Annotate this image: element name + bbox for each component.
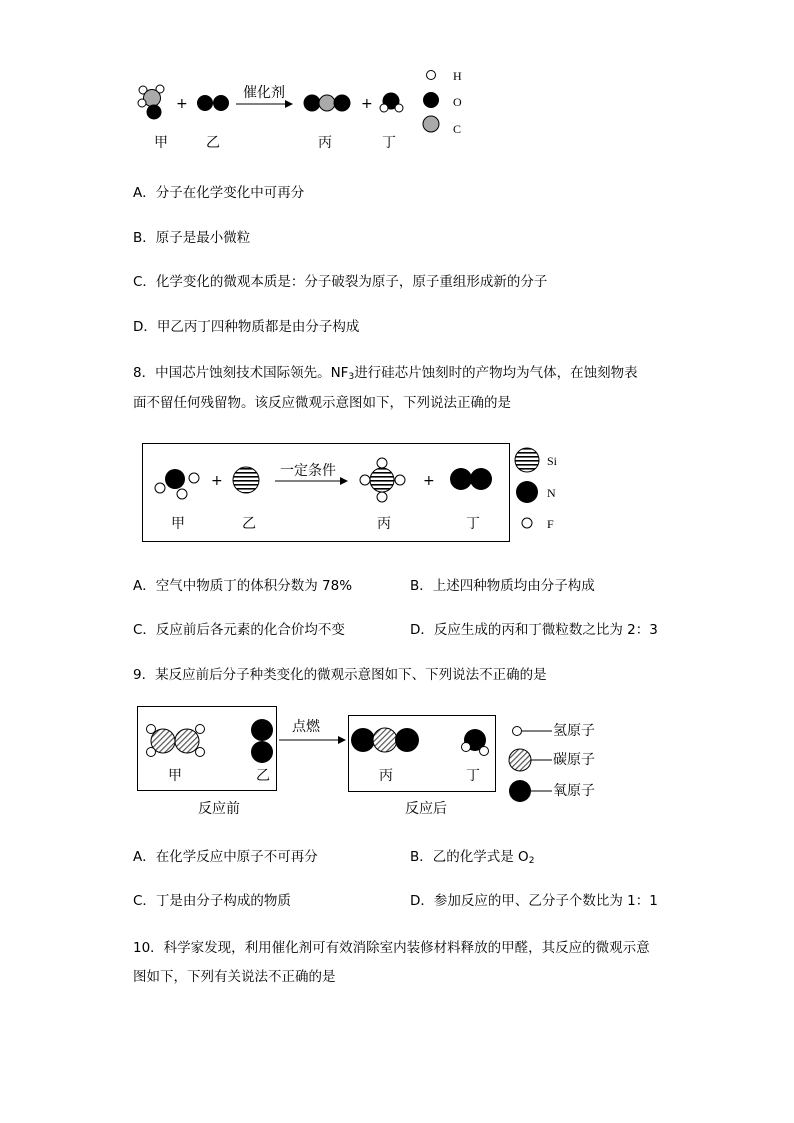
q8-legend-n: N (547, 486, 556, 500)
q9-option-a: A．在化学反应中原子不可再分 (133, 849, 318, 865)
q8-plus-1: + (211, 473, 223, 489)
q7-legend-o: O (453, 95, 462, 109)
q9-label-bing: 丙 (379, 768, 393, 784)
q7-option-b: B．原子是最小微粒 (133, 230, 251, 246)
q8-label-ding: 丁 (466, 516, 480, 532)
q8-stem-line1: 8．中国芯片蚀刻技术国际领先。$NF_3$进行硅芯片蚀刻时的产物均为气体，在蚀刻物表 (133, 365, 638, 382)
q10-stem-line2: 图如下，下列有关说法不正确的是 (133, 969, 336, 985)
q9-label-ding: 丁 (466, 768, 480, 784)
q9-stem: 9．某反应前后分子种类变化的微观示意图如下、下列说法不正确的是 (133, 667, 547, 683)
q7-catalyst-label: 催化剂 (243, 85, 285, 101)
q7-label-bing: 丙 (318, 135, 332, 151)
q8-stem-line2: 面不留任何残留物。该反应微观示意图如下，下列说法正确的是 (133, 395, 511, 411)
q9-label-jia: 甲 (168, 768, 182, 784)
q9-label-yi: 乙 (256, 768, 270, 784)
q9-before-label: 反应前 (198, 801, 240, 817)
q8-label-jia: 甲 (171, 516, 185, 532)
q8-legend-f: F (547, 517, 554, 531)
q7-option-c: C．化学变化的微观本质是：分子破裂为原子，原子重组形成新的分子 (133, 274, 548, 290)
q7-legend-h: H (453, 69, 462, 83)
q7-option-d: D．甲乙丙丁四种物质都是由分子构成 (133, 319, 360, 335)
q9-legend (509, 727, 552, 803)
q8-option-a: A．空气中物质丁的体积分数为 78% (133, 578, 353, 594)
q8-option-c: C．反应前后各元素的化合价均不变 (133, 622, 345, 638)
q9-after-label: 反应后 (405, 801, 447, 817)
q9-option-c: C．丁是由分子构成的物质 (133, 893, 291, 909)
q9-legend-oxygen: 氧原子 (553, 783, 595, 799)
q9-ding-molecule (462, 729, 489, 756)
q8-option-b: B．上述四种物质均由分子构成 (410, 578, 595, 594)
q7-plus-2: + (361, 96, 373, 112)
q8-condition-label: 一定条件 (280, 463, 336, 479)
q7-label-ding: 丁 (382, 135, 396, 151)
q7-label-yi: 乙 (206, 135, 220, 151)
q9-legend-carbon: 碳原子 (553, 752, 595, 768)
q7-option-a: A．分子在化学变化中可再分 (133, 185, 305, 201)
q9-yi-molecule (251, 719, 273, 763)
q7-label-jia: 甲 (154, 135, 168, 151)
q9-legend-hydrogen: 氢原子 (553, 723, 595, 739)
q8-label-bing: 丙 (377, 516, 391, 532)
q8-option-d: D．反应生成的丙和丁微粒数之比为 2：3 (410, 622, 658, 638)
q8-label-yi: 乙 (242, 516, 256, 532)
q9-bing-molecule (351, 728, 419, 752)
q9-jia-molecule (147, 725, 205, 757)
q9-condition-label: 点燃 (292, 719, 320, 735)
q9-option-d: D．参加反应的甲、乙分子个数比为 1：1 (410, 893, 658, 909)
q8-plus-2: + (423, 473, 435, 489)
q8-legend-si: Si (547, 454, 558, 468)
q9-option-b: B．乙的化学式是 $O_2$ (410, 849, 535, 866)
q7-legend-c: C (453, 122, 462, 136)
q10-stem-line1: 10．科学家发现，利用催化剂可有效消除室内装修材料释放的甲醛，其反应的微观示意 (133, 940, 650, 956)
q7-plus-1: + (176, 96, 188, 112)
